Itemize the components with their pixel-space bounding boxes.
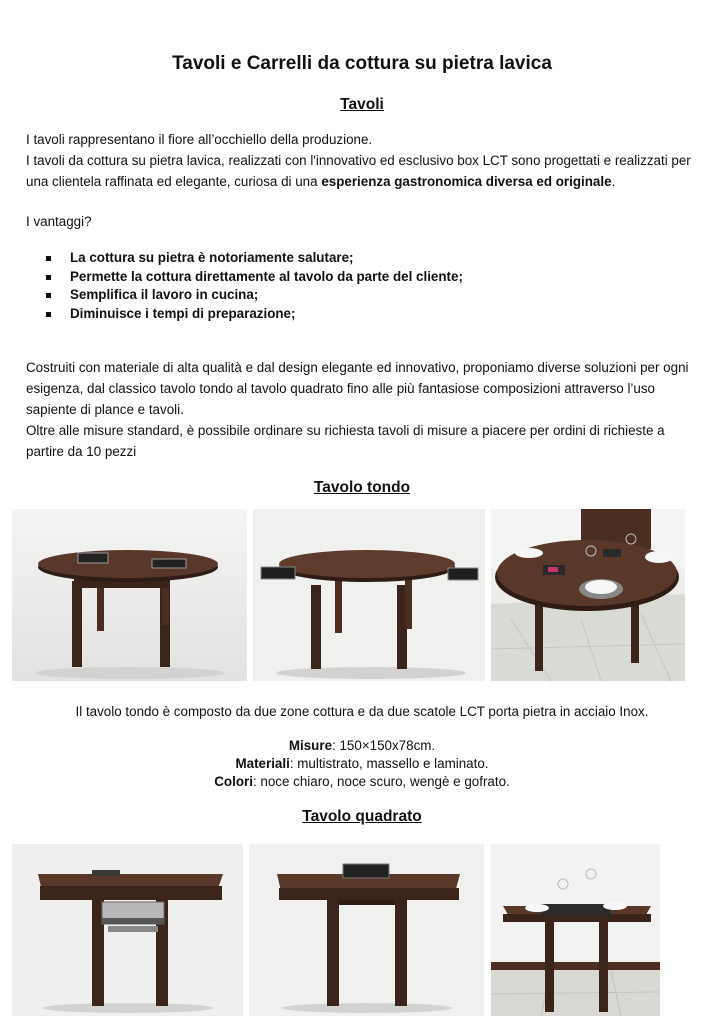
intro-text: I tavoli da cottura su pietra lavica, realizzati con l'innovativo ed esclusivo box LCT sono progettati e realizzati per una clientela raffinata ed elegante, curiosa di una: [26, 153, 691, 189]
spec-value: : noce chiaro, noce scuro, wengè e gofrato.: [252, 774, 510, 789]
intro-line-2: [26, 150, 698, 192]
list-item: Semplifica il lavoro in cucina;: [26, 286, 463, 305]
spec-label: Misure: [288, 738, 333, 753]
round-table-text: Il tavolo tondo è composto da due zone cottura e da due scatole LCT porta pietra in acciaio Inox.: [75, 704, 649, 719]
round-table-specs: [0, 737, 724, 791]
list-item: Permette la cottura direttamente al tavolo da parte del cliente;: [26, 268, 463, 287]
intro-emphasis: esperienza gastronomica diversa ed originale: [321, 174, 612, 189]
intro-end: .: [611, 174, 616, 189]
round-table-photo-3: [491, 509, 685, 681]
body-text-2: Oltre alle misure standard, è possibile ordinare su richiesta tavoli di misure a piacere per ordini di richieste a partire da 10 pezzi: [26, 423, 665, 459]
round-table-description: [0, 703, 724, 721]
heading-tavolo-quadrato: Tavolo quadrato: [302, 808, 422, 825]
round-table-photo-2: [253, 509, 485, 681]
spec-row: [0, 755, 724, 773]
list-item: Diminuisce i tempi di preparazione;: [26, 305, 463, 324]
body-text-1: Costruiti con materiale di alta qualità e dal design elegante ed innovativo, proponiamo diverse soluzioni per ogni esigenza, dal classico tavolo tondo al tavolo quadrato fino alle più fantasiose composizioni attraverso l’uso sapiente di plance e tavoli.: [26, 360, 689, 417]
heading-tavoli: Tavoli: [340, 96, 384, 113]
question-text: I vantaggi?: [26, 214, 92, 229]
square-table-photo-3: [491, 844, 660, 1016]
advantages-list: [26, 249, 463, 323]
intro-line-1: I tavoli rappresentano il fiore all’occhiello della produzione.: [26, 132, 373, 147]
page-title: Tavoli e Carrelli da cottura su pietra lavica: [172, 53, 552, 74]
spec-label: Materiali: [235, 756, 290, 771]
list-item: La cottura su pietra è notoriamente salutare;: [26, 249, 463, 268]
round-table-photo-1: [12, 509, 247, 681]
advantages-question: [26, 211, 698, 232]
heading-tavolo-tondo: Tavolo tondo: [313, 479, 411, 496]
intro-paragraph: [26, 129, 698, 192]
spec-row: [0, 773, 724, 791]
spec-label: Colori: [214, 774, 253, 789]
spec-value: : 150×150x78cm.: [332, 738, 436, 753]
description-paragraph: [26, 357, 698, 462]
square-table-photo-2: [249, 844, 484, 1016]
square-table-photo-1: [12, 844, 243, 1016]
spec-row: [0, 737, 724, 755]
spec-value: : multistrato, massello e laminato.: [289, 756, 489, 771]
